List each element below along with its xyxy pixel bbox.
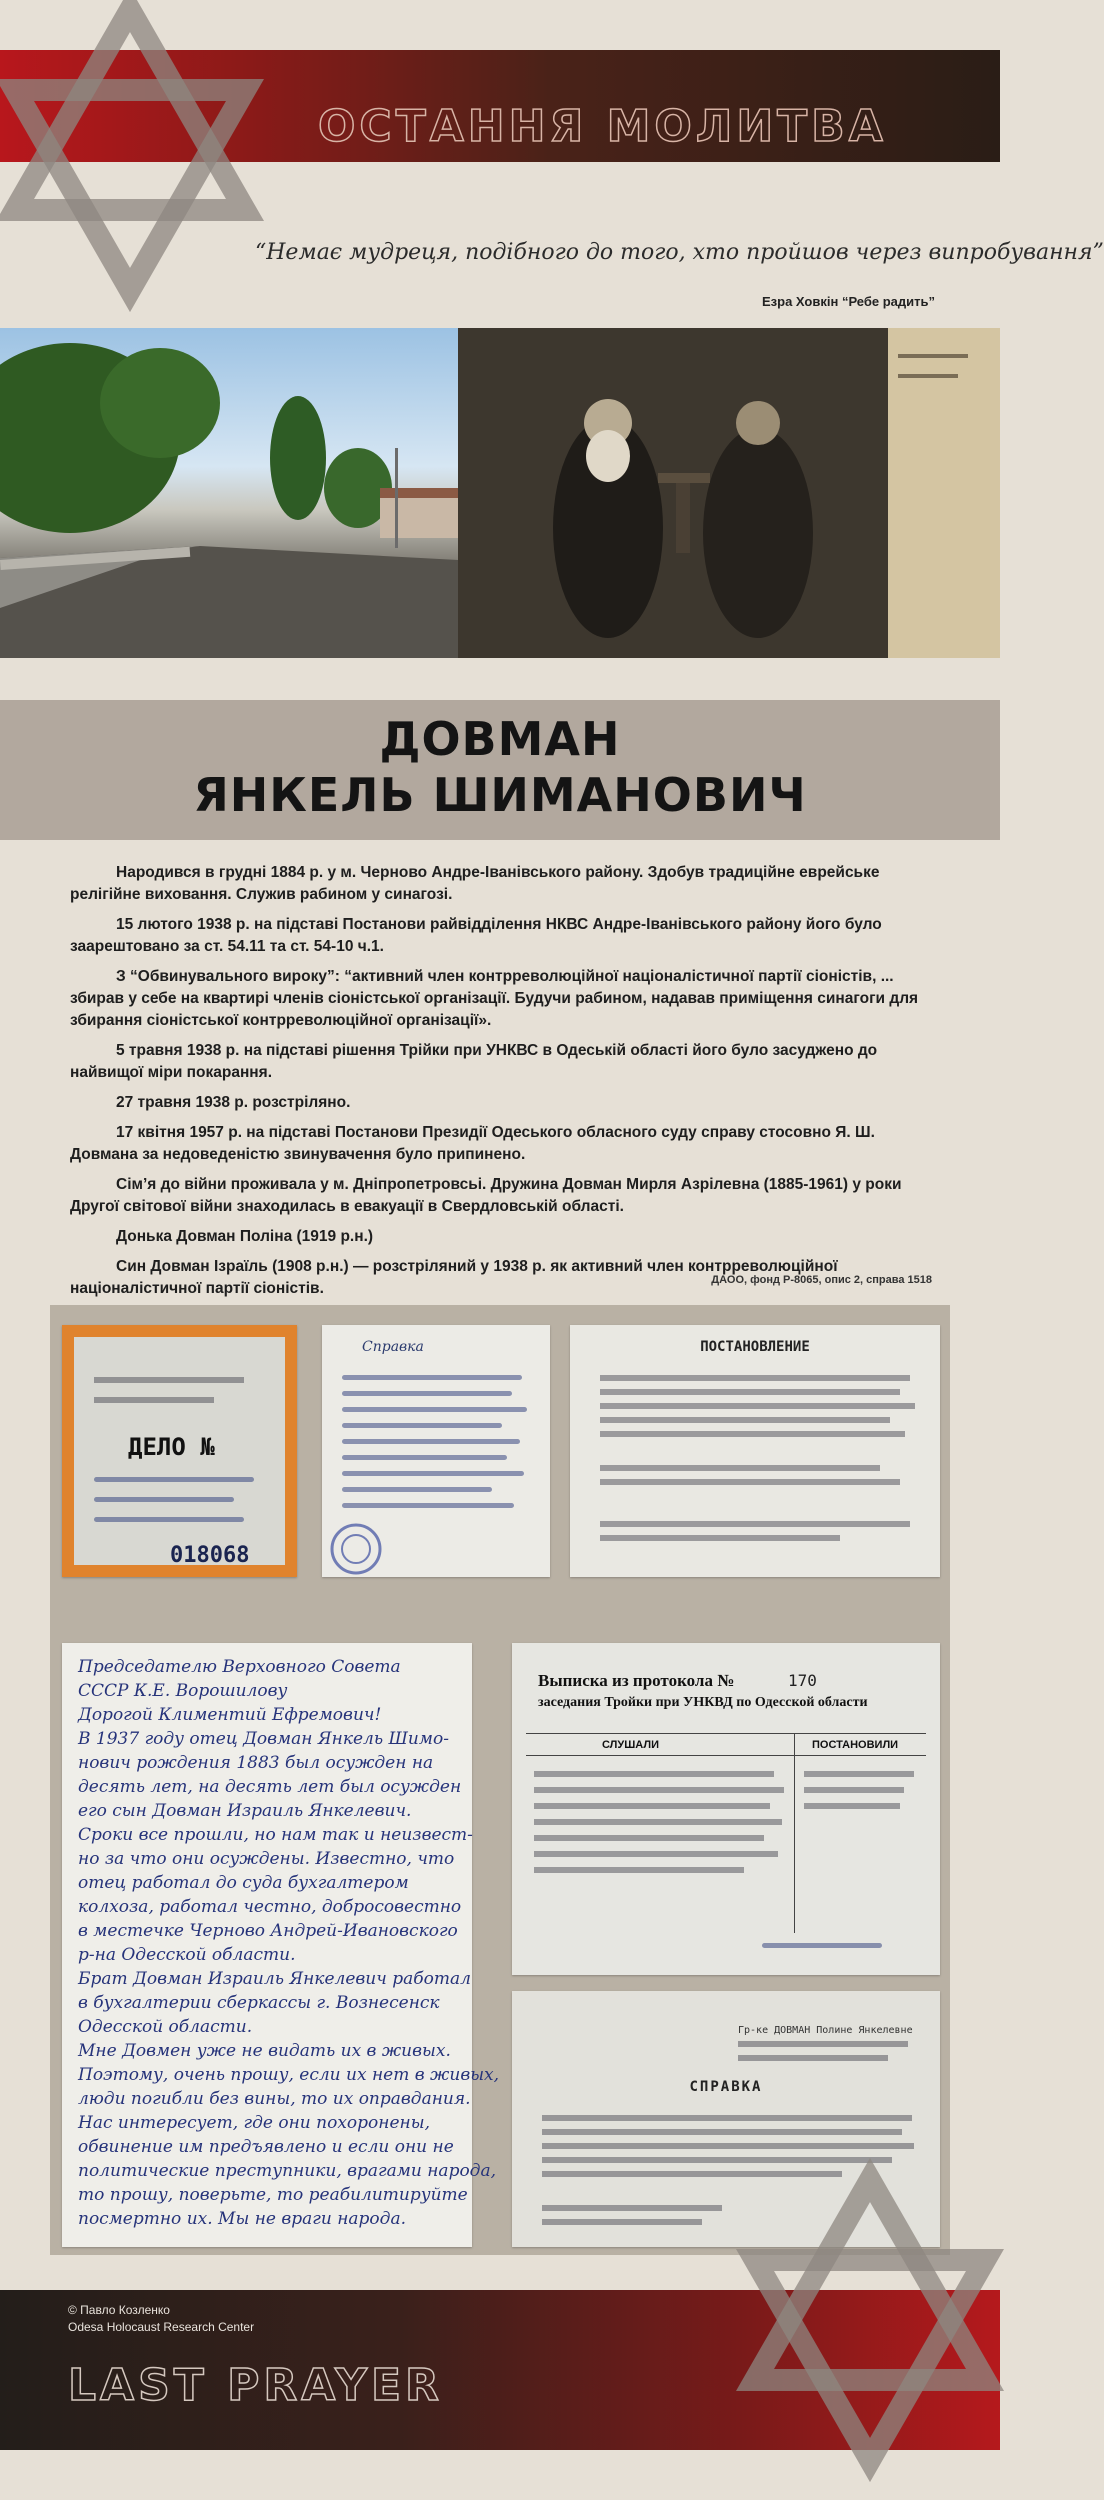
protocol-number: 170 <box>788 1671 817 1690</box>
letter-line: Поэтому, очень прошу, если их нет в живых, <box>78 2065 500 2085</box>
copyright-author: © Павло Козленко <box>68 2303 170 2317</box>
letter-line: обвинение им предъявлено и если они не <box>78 2137 454 2157</box>
case-file-number: 018068 <box>170 1543 250 1568</box>
letter-line: Одесской области. <box>78 2017 253 2037</box>
letter-line: нович рождения 1883 был осужден на <box>78 1753 434 1773</box>
copyright <box>68 2302 254 2336</box>
person-surname: ДОВМАН <box>379 712 621 766</box>
painting-photo <box>458 328 1000 658</box>
letter-line: люди погибли без вины, то их оправдания. <box>78 2089 471 2109</box>
letter-line: его сын Довман Израиль Янкелевич. <box>78 1801 412 1821</box>
protocol-col-decided: ПОСТАНОВИЛИ <box>812 1739 899 1751</box>
certificate-title: СПРАВКА <box>689 2079 763 2095</box>
bio-paragraph: Сім’я до війни проживала у м. Дніпропетровсьі. Дружина Довман Мирля Азрілевна (1885-1961) у роки Другої світової війни знаходилась в евакуації в Свердловській області. <box>70 1176 902 1215</box>
letter-line: р-на Одесской области. <box>78 1945 296 1965</box>
footer-title: LAST PRAYER <box>68 2360 443 2411</box>
letter-line: Брат Довман Израиль Янкелевич работал <box>78 1969 471 1989</box>
troika-protocol-extract <box>512 1643 940 1975</box>
letter-line: Мне Довмен уже не видать их в живых. <box>78 2041 451 2061</box>
bio-paragraph: Син Довман Ізраїль (1908 р.н.) — розстріляний у 1938 р. як активний член контрреволюційної націоналістичної партії сіоністів. <box>70 1258 838 1297</box>
handwritten-certificate-title: Справка <box>362 1339 424 1355</box>
letter-line: то прошу, поверьте, то реабилитируйте <box>78 2185 468 2205</box>
bio-paragraph: 15 лютого 1938 р. на підставі Постанови райвідділення НКВС Андре-Іванівського району його було заарештовано за ст. 54.11 та ст. 54-10 ч.1. <box>70 916 882 955</box>
letter-line: десять лет, на десять лет был осужден <box>78 1777 462 1797</box>
bio-paragraph: 17 квітня 1957 р. на підставі Постанови Президії Одеського обласного суду справу стосовно Я. Ш. Довмана за недоведеністю звинувачення було припинено. <box>70 1124 875 1163</box>
copyright-organization: Odesa Holocaust Research Center <box>68 2320 255 2334</box>
page-title: ОСТАННЯ МОЛИТВА <box>318 101 887 152</box>
bio-paragraph: Донька Довман Поліна (1919 р.н.) <box>116 1228 374 1245</box>
round-stamp-icon <box>328 1521 384 1577</box>
letter-line: Дорогой Климентий Ефремович! <box>78 1705 382 1725</box>
handwritten-letter <box>62 1643 500 2247</box>
case-file-title: ДЕЛО № <box>128 1433 215 1461</box>
certificate-addressee: Гр-ке ДОВМАН Полине Янкелевне <box>738 2025 913 2036</box>
epigraph-quote: “Немає мудреця, подібного до того, хто пройшов через випробування” <box>255 240 1104 265</box>
letter-line: В 1937 году отец Довман Янкель Шимо- <box>78 1729 449 1749</box>
letter-line: политические преступники, врагами народа, <box>78 2161 496 2181</box>
bio-paragraph: Народився в грудні 1884 р. у м. Черново Андре-Іванівського району. Здобув традиційне еврейське релігійне виховання. Служив рабином у синагозі. <box>70 864 880 903</box>
street-photo <box>0 328 458 658</box>
letter-line: Нас интересует, где они похоронены, <box>78 2113 430 2133</box>
letter-line: отец работал до суда бухгалтером <box>78 1873 409 1893</box>
archive-source: ДАОО, фонд Р-8065, опис 2, справа 1518 <box>711 1274 932 1286</box>
biography <box>70 862 932 1308</box>
bio-paragraph: 5 травня 1938 р. на підставі рішення Трійки при УНКВС в Одеській області його було засуджено до найвищої міри покарання. <box>70 1042 878 1081</box>
letter-line: СССР К.Е. Ворошилову <box>78 1681 288 1701</box>
letter-line: в бухгалтерии сберкассы г. Вознесенск <box>78 1993 440 2013</box>
epigraph-author: Езра Ховкін “Ребе радить” <box>762 294 935 309</box>
protocol-subtitle: заседания Тройки при УНКВД по Одесской области <box>538 1695 868 1710</box>
letter-line: посмертно их. Мы не враги народа. <box>78 2209 406 2229</box>
letter-line: Председателю Верховного Совета <box>78 1657 401 1677</box>
letter-line: колхоза, работал честно, добросовестно <box>78 1897 462 1917</box>
arrest-resolution-title: ПОСТАНОВЛЕНИЕ <box>700 1339 810 1355</box>
letter-line: Сроки все прошли, но нам так и неизвест- <box>78 1825 473 1845</box>
person-given-names: ЯНКЕЛЬ ШИМАНОВИЧ <box>193 768 807 822</box>
arrest-resolution <box>570 1325 940 1577</box>
handwritten-certificate <box>322 1325 550 1577</box>
letter-line: в местечке Черново Андрей-Ивановского <box>78 1921 458 1941</box>
letter-line: но за что они осуждены. Известно, что <box>78 1849 455 1869</box>
case-file-cover <box>62 1325 297 1577</box>
documents-collage <box>50 1305 950 2255</box>
rehabilitation-certificate <box>512 1991 940 2247</box>
bio-paragraph: З “Обвинувального вироку”: “активний член контрреволюційної націоналістичної партії сіоністів, ... збирав у себе на квартирі членів сіоністської організації. Будучи рабином, надавав приміщення синагоги для збирання сіоністської контрреволюційної організації». <box>70 968 919 1029</box>
bio-paragraph: 27 травня 1938 р. розстріляно. <box>116 1094 351 1111</box>
protocol-col-heard: СЛУШАЛИ <box>602 1739 659 1751</box>
protocol-title: Выписка из протокола № <box>538 1671 735 1690</box>
